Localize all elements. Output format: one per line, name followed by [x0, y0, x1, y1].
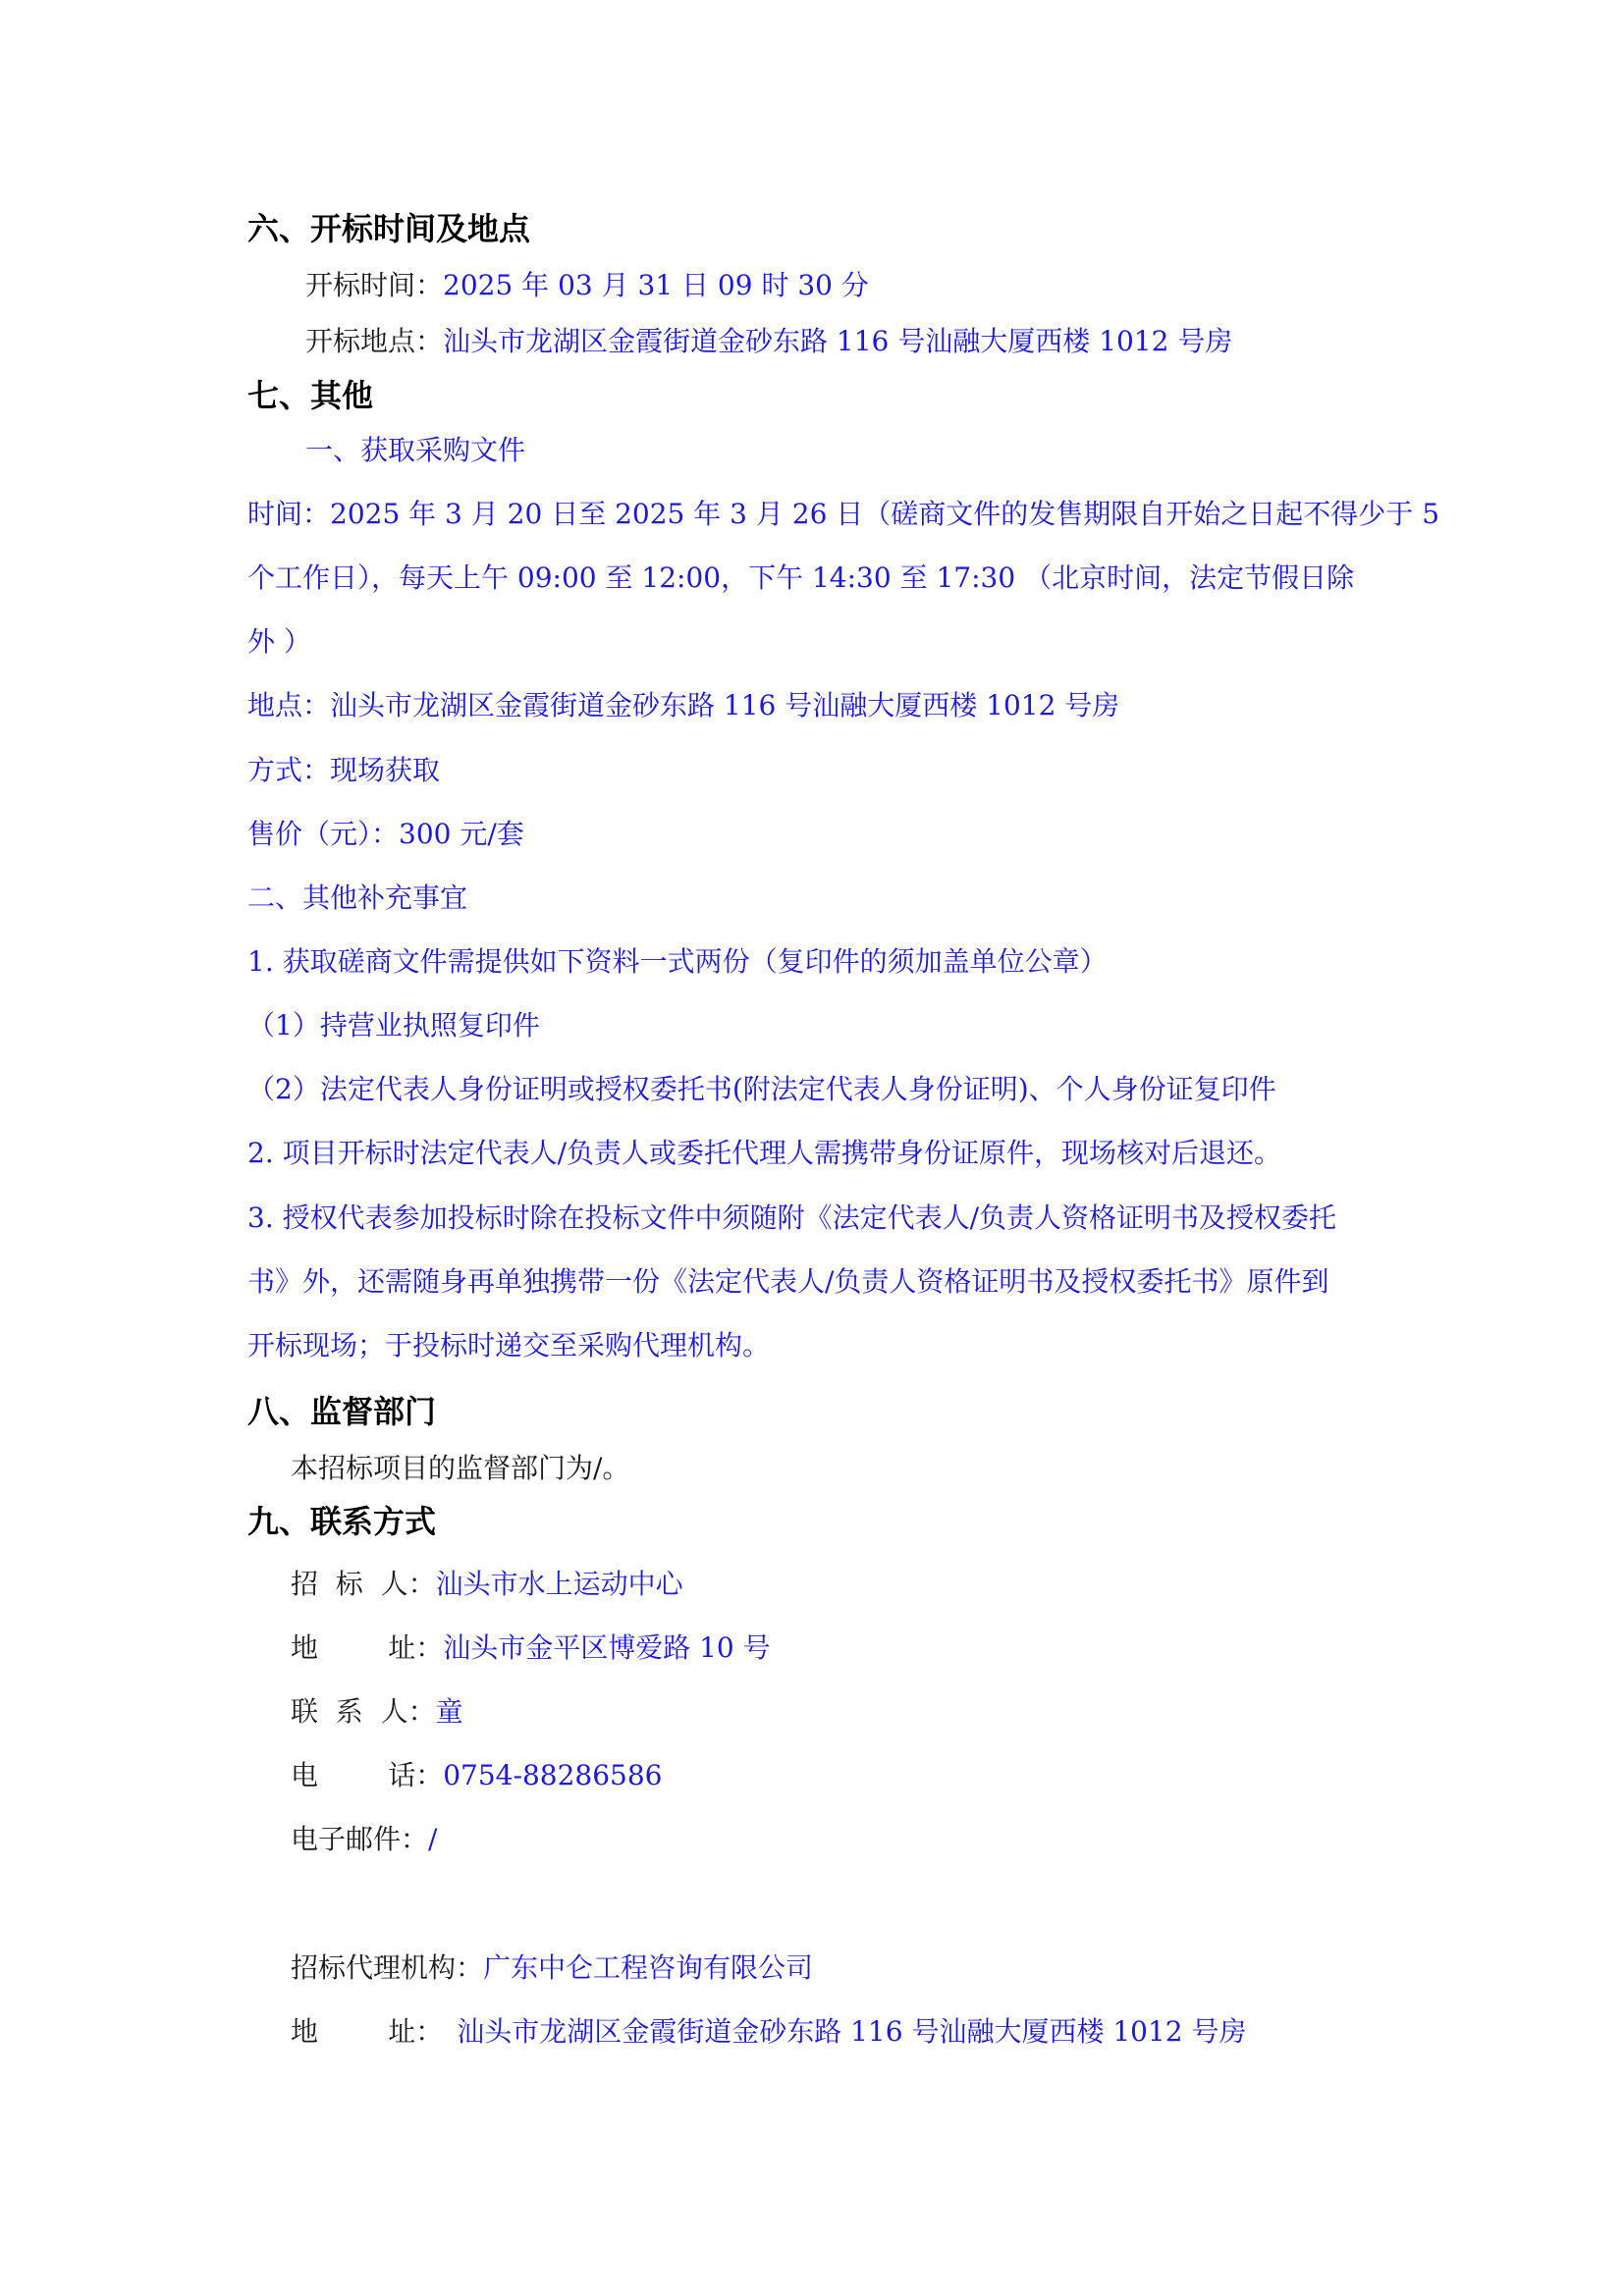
tenderer-address-value: 汕头市金平区博爱路 10 号: [443, 1631, 771, 1664]
contact-person-line: [291, 1694, 463, 1730]
tenderer-address-line: [291, 1630, 771, 1666]
opening-place-label: 开标地点：: [305, 325, 444, 357]
opening-time-label: 开标时间：: [305, 269, 444, 301]
contact-person-label: 联 系 人：: [291, 1695, 436, 1728]
opening-place-line: [305, 324, 1232, 359]
requirement-item-1b: （2）法定代表人身份证明或授权委托书(附法定代表人身份证明)、个人身份证复印件: [247, 1073, 1276, 1105]
email-value: /: [428, 1823, 438, 1855]
phone-value: 0754-88286586: [443, 1759, 663, 1791]
other-matters-subheading: 二、其他补充事宜: [247, 881, 468, 914]
agency-value: 广东中仑工程咨询有限公司: [483, 1951, 814, 1984]
sale-time-line-2: 个工作日），每天上午 09:00 至 12:00，下午 14:30 至 17:30 （北京时间，法定节假日除: [247, 561, 1355, 594]
section-8-heading: 八、监督部门: [247, 1393, 437, 1430]
phone-label: 电 话：: [291, 1759, 444, 1791]
requirement-item-1: 1. 获取磋商文件需提供如下资料一式两份（复印件的须加盖单位公章）: [247, 945, 1108, 978]
agency-label: 招标代理机构：: [291, 1951, 484, 1984]
tenderer-address-label: 地 址：: [291, 1631, 444, 1664]
agency-address-line: [291, 2014, 1247, 2050]
sale-time-line-3: 外 ）: [247, 625, 311, 658]
section-6-heading: 六、开标时间及地点: [247, 210, 531, 247]
tenderer-label: 招 标 人：: [291, 1568, 436, 1600]
email-line: [291, 1822, 437, 1857]
opening-time-value: 2025 年 03 月 31 日 09 时 30 分: [443, 269, 869, 301]
tenderer-line: [291, 1567, 683, 1602]
sale-place: 地点：汕头市龙湖区金霞街道金砂东路 116 号汕融大厦西楼 1012 号房: [247, 689, 1120, 721]
agency-address-value: 汕头市龙湖区金霞街道金砂东路 116 号汕融大厦西楼 1012 号房: [457, 2015, 1247, 2048]
tenderer-value: 汕头市水上运动中心: [435, 1568, 683, 1600]
section-9-heading: 九、联系方式: [247, 1503, 437, 1540]
sale-method: 方式：现场获取: [247, 754, 441, 786]
requirement-item-3-line-2: 书》外，还需随身再单独携带一份《法定代表人/负责人资格证明书及授权委托书》原件到: [247, 1265, 1329, 1298]
requirement-item-3-line-3: 开标现场；于投标时递交至采购代理机构。: [247, 1329, 771, 1362]
phone-line: [291, 1758, 662, 1793]
sale-price: 售价（元）：300 元/套: [247, 818, 524, 850]
opening-place-value: 汕头市龙湖区金霞街道金砂东路 116 号汕融大厦西楼 1012 号房: [443, 325, 1233, 357]
requirement-item-1a: （1）持营业执照复印件: [247, 1009, 540, 1041]
email-label: 电子邮件：: [291, 1823, 429, 1855]
supervision-text: 本招标项目的监督部门为/。: [291, 1452, 630, 1484]
requirement-item-2: 2. 项目开标时法定代表人/负责人或委托代理人需携带身份证原件，现场核对后退还。: [247, 1137, 1282, 1169]
sale-time-line-1: 时间：2025 年 3 月 20 日至 2025 年 3 月 26 日（磋商文件的发售期限自开始之日起不得少于 5: [247, 498, 1440, 530]
opening-time-line: [305, 268, 869, 303]
section-7-heading: 七、其他: [247, 377, 374, 414]
agency-address-label: 地 址：: [291, 2015, 444, 2048]
obtain-documents-subheading: 一、获取采购文件: [305, 434, 526, 466]
contact-person-value: 童: [435, 1695, 463, 1728]
agency-line: [291, 1950, 813, 1986]
requirement-item-3-line-1: 3. 授权代表参加投标时除在投标文件中须随附《法定代表人/负责人资格证明书及授权委托: [247, 1201, 1337, 1234]
